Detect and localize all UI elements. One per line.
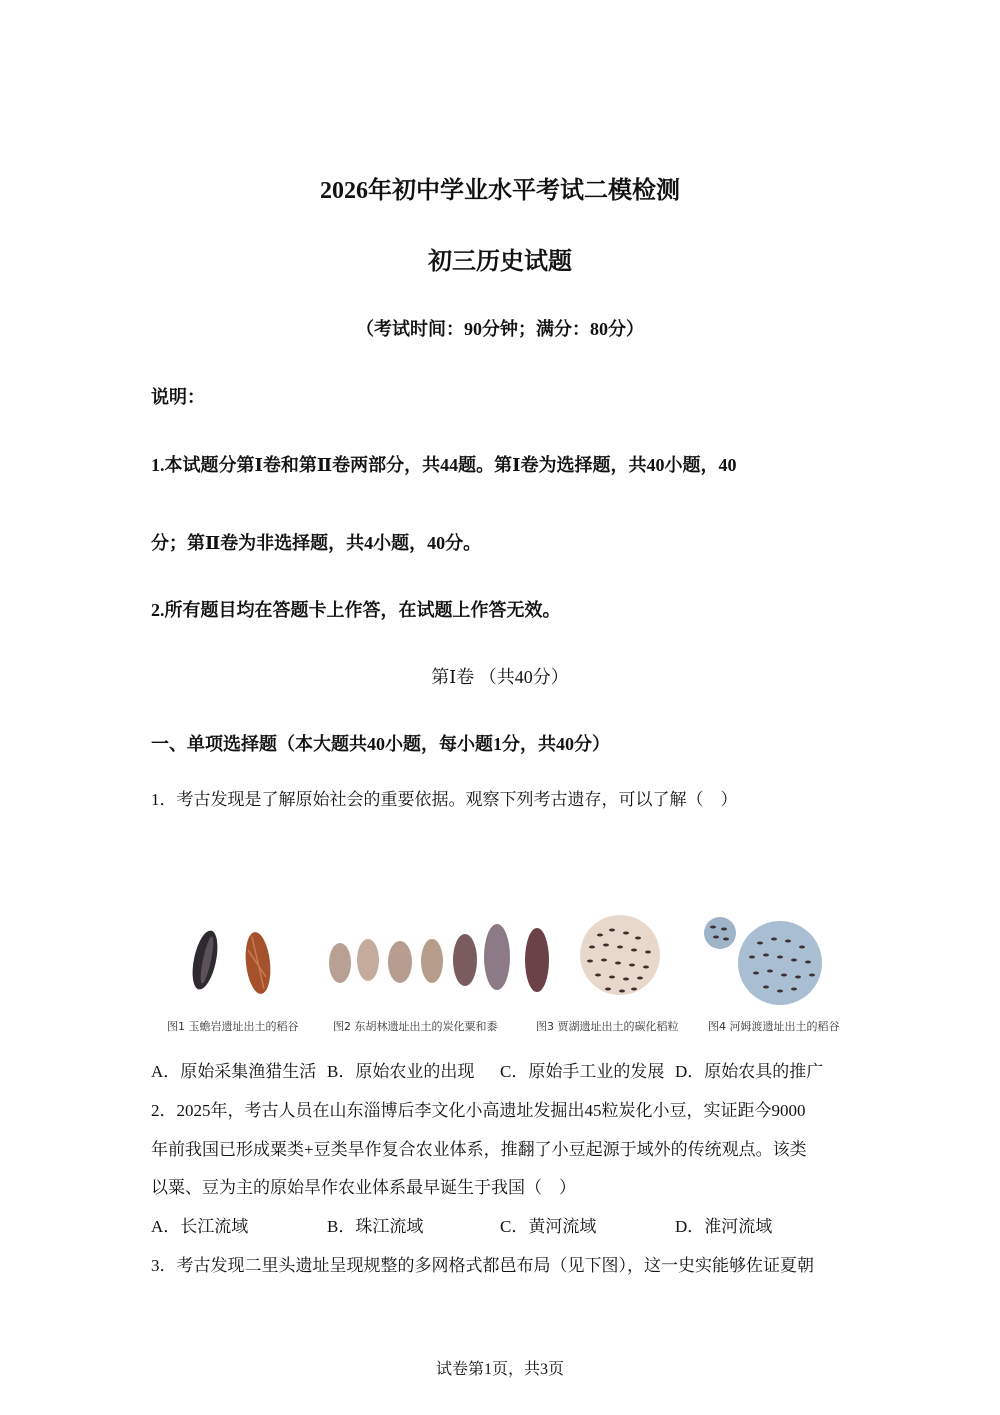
figure-2-millet-seeds (329, 924, 549, 992)
figure-1-caption: 图1 玉蟾岩遗址出土的稻谷 (167, 1020, 299, 1033)
figure-3-carbonized-rice (580, 915, 660, 995)
q1-option-b: B．原始农业的出现 (327, 1062, 475, 1081)
figure-1-rice-grains (188, 928, 273, 995)
exam-info: （考试时间：90分钟；满分：80分） (356, 319, 644, 339)
q2-option-c: C．黄河流域 (500, 1217, 597, 1236)
q1-option-c: C．原始手工业的发展 (500, 1062, 665, 1081)
section-heading: 一、单项选择题（本大题共40小题，每小题1分，共40分） (151, 734, 610, 754)
q2-option-b: B．珠江流域 (327, 1217, 424, 1236)
page-footer: 试卷第1页，共3页 (435, 1361, 564, 1378)
question-1-stem: 1．考古发现是了解原始社会的重要依据。观察下列考古遗存，可以了解（ ） (151, 790, 738, 809)
question-2-stem-line-2: 年前我国已形成粟类+豆类旱作复合农业体系，推翻了小豆起源于域外的传统观点。该类 (151, 1140, 807, 1159)
figure-4-hemudu-rice (704, 917, 822, 1005)
notes-line-1-cont: 分；第Ⅱ卷为非选择题，共4小题，40分。 (151, 533, 482, 553)
question-2-stem-line-1: 2．2025年，考古人员在山东淄博后李文化小高遗址发掘出45粒炭化小豆，实证距今9000 (151, 1101, 806, 1120)
q1-option-a: A．原始采集渔猎生活 (151, 1062, 317, 1081)
exam-subtitle: 初三历史试题 (428, 249, 572, 275)
question-3-stem: 3．考古发现二里头遗址呈现规整的多网格式都邑布局（见下图），这一史实能够佐证夏朝 (151, 1256, 814, 1275)
figure-4-caption: 图4 河姆渡遗址出土的稻谷 (708, 1020, 840, 1033)
q1-option-d: D．原始农具的推广 (675, 1062, 824, 1081)
part-title: 第Ⅰ卷 （共40分） (431, 667, 569, 687)
figure-3-caption: 图3 贾湖遗址出土的碳化稻粒 (536, 1020, 679, 1033)
q2-option-a: A．长江流域 (151, 1217, 249, 1236)
archaeology-figures (160, 905, 860, 1005)
q2-option-d: D．淮河流域 (675, 1217, 773, 1236)
notes-heading: 说明： (151, 387, 205, 407)
figure-2-caption: 图2 东胡林遗址出土的炭化粟和黍 (333, 1020, 498, 1033)
exam-title: 2026年初中学业水平考试二模检测 (320, 178, 680, 204)
notes-line-2: 2.所有题目均在答题卡上作答，在试题上作答无效。 (151, 600, 561, 620)
question-2-stem-line-3: 以粟、豆为主的原始旱作农业体系最早诞生于我国（ ） (151, 1178, 576, 1197)
notes-line-1: 1.本试题分第Ⅰ卷和第Ⅱ卷两部分，共44题。第Ⅰ卷为选择题，共40小题，40 (151, 455, 737, 475)
